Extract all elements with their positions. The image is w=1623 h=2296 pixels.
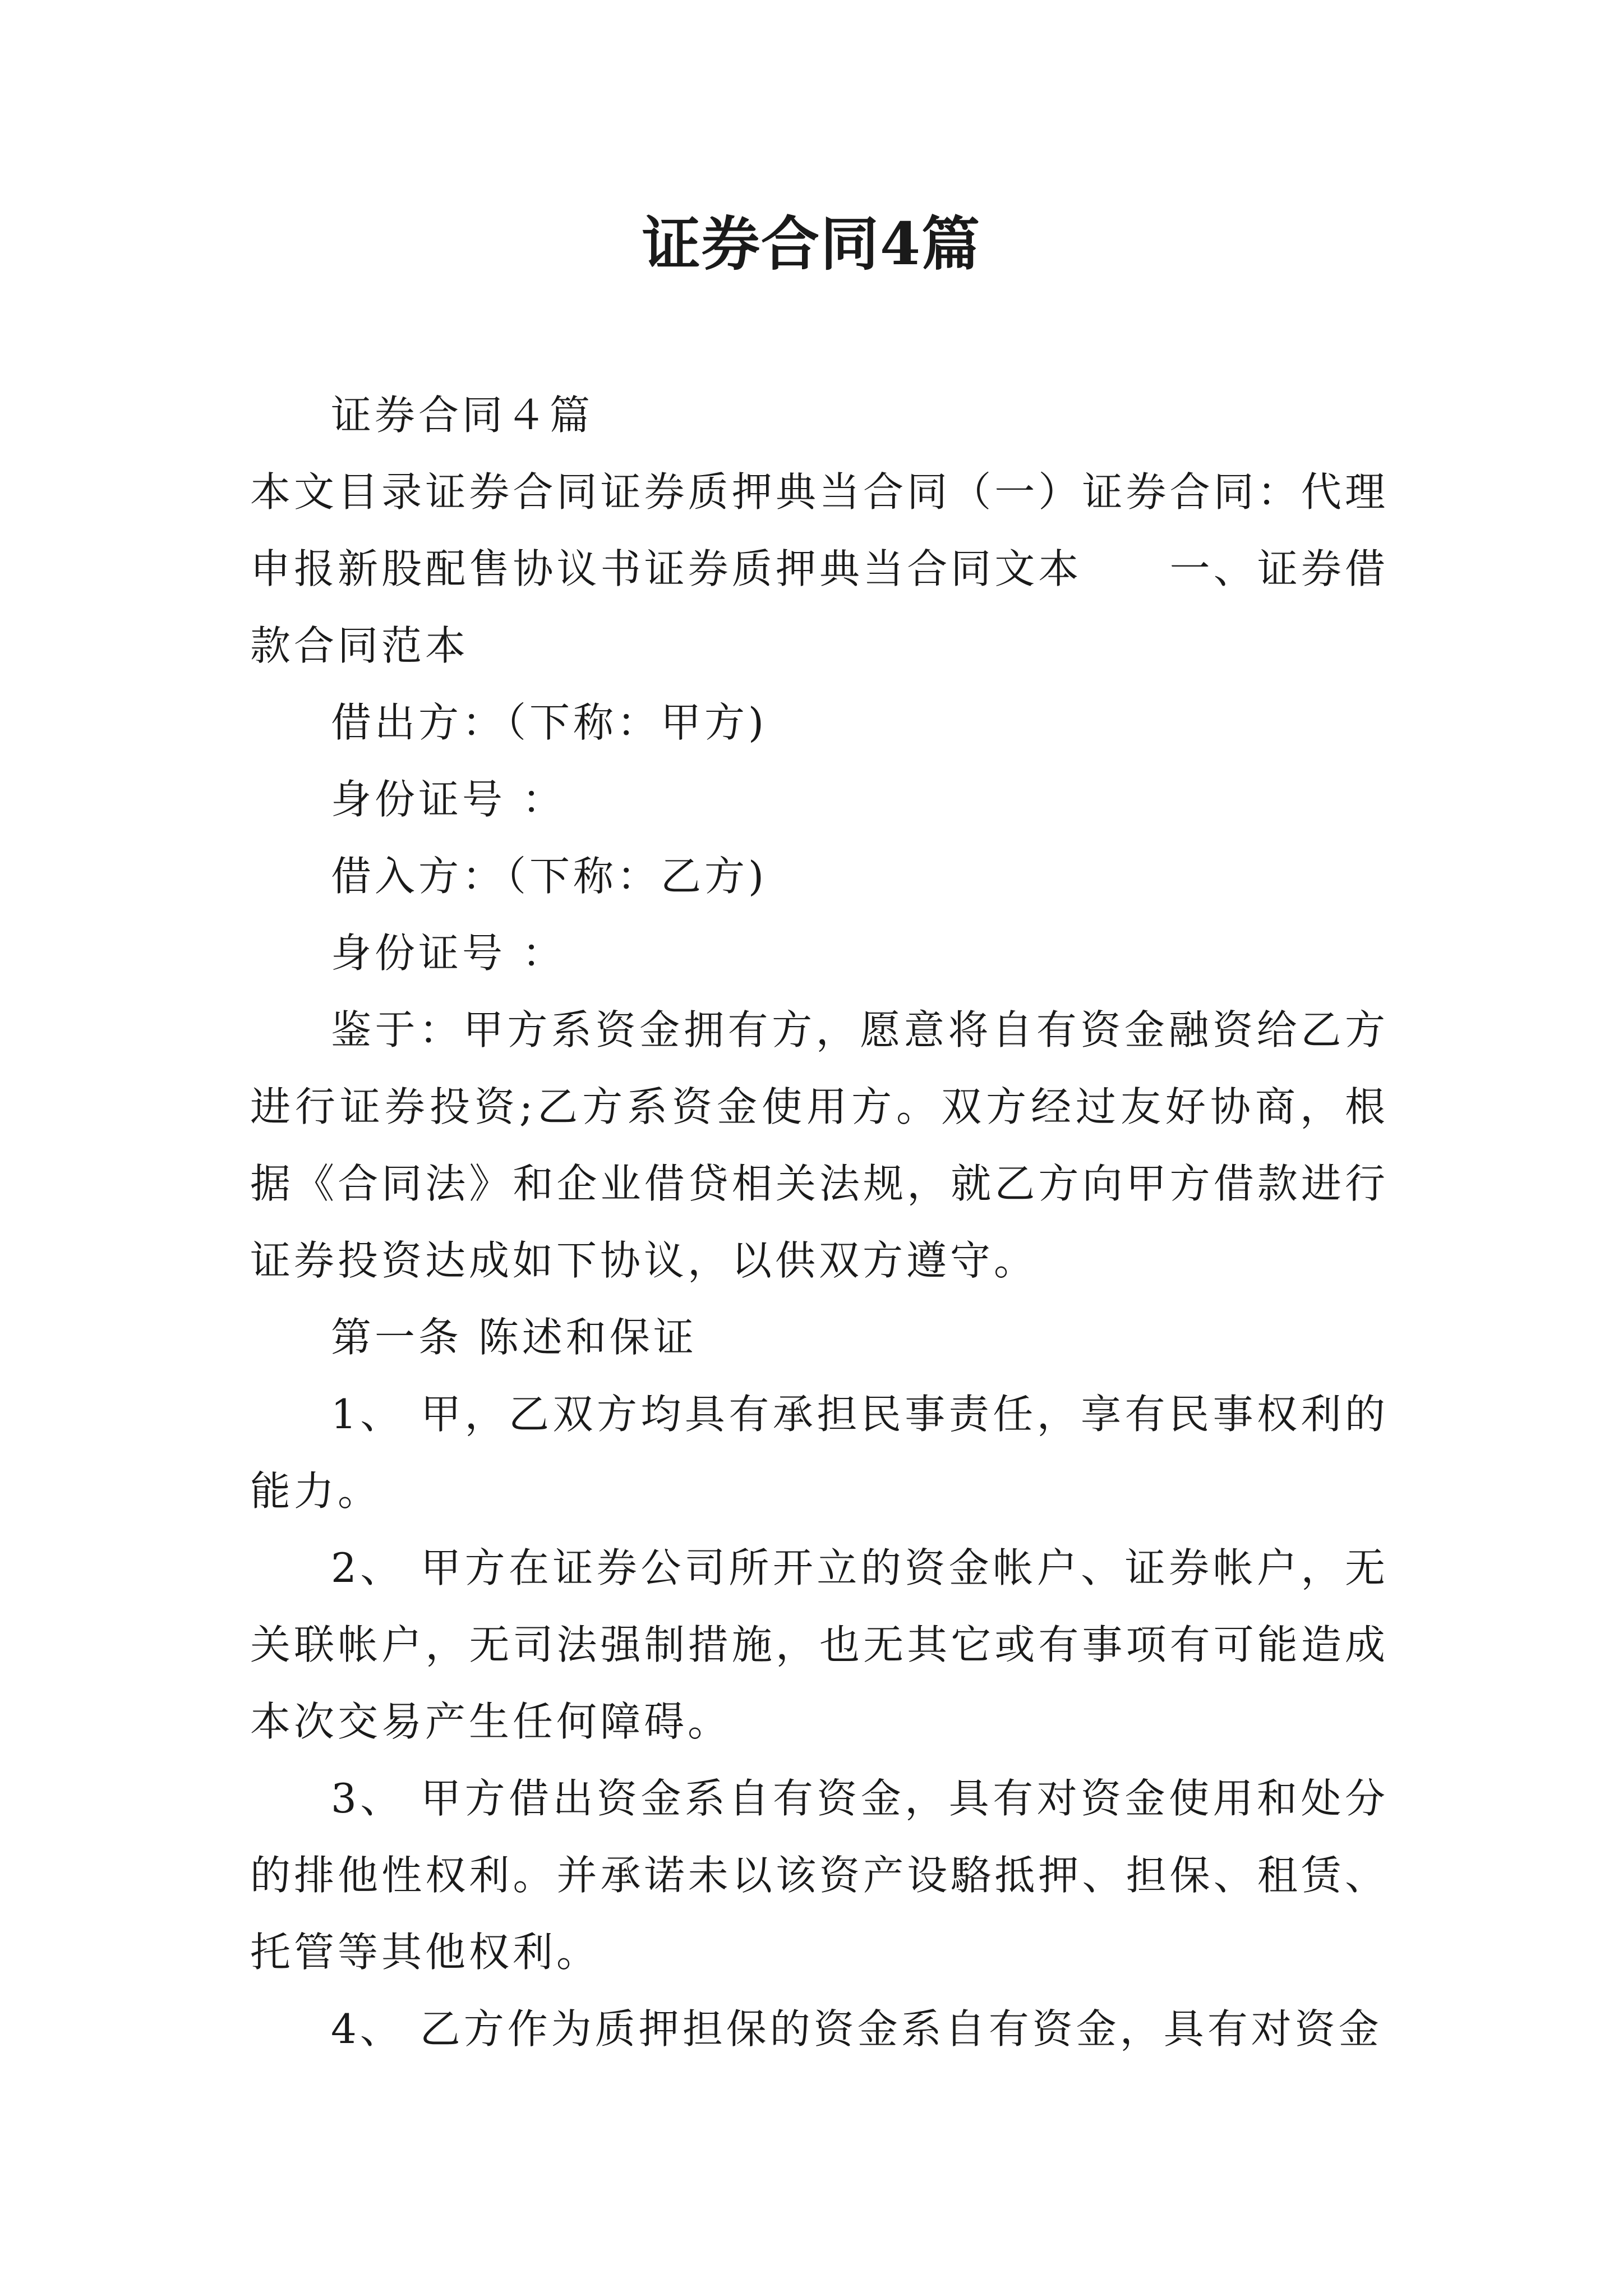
paragraph: 1、 甲，乙双方均具有承担民事责任，享有民事权利的能力。 (250, 1391, 1389, 1515)
paragraph: 3、 甲方借出资金系自有资金，具有对资金使用和处分的排他性权利。并承诺未以该资产设駱抵押、担保、租赁、托管等其他权利。 (250, 1775, 1389, 1976)
section-heading: 第一条 陈述和保证 (331, 1314, 697, 1361)
paragraph: 身份证号 ： (331, 776, 566, 823)
paragraph: 借出方：（下称：甲方) (331, 699, 768, 746)
paragraph: 本文目录证券合同证券质押典当合同（一）证券合同：代理申报新股配售协议书证券质押典当合同文本 一、证券借款合同范本 (250, 468, 1389, 669)
document-body (250, 377, 1389, 2068)
paragraph: 借入方：（下称：乙方) (331, 853, 768, 900)
paragraph: 证券合同４篇 (331, 392, 594, 439)
paragraph: 4、 乙方作为质押担保的资金系自有资金，具有对资金 (331, 2005, 1382, 2053)
paragraph: 2、 甲方在证券公司所开立的资金帐户、证券帐户，无关联帐户，无司法强制措施，也无其它或有事项有可能造成本次交易产生任何障碍。 (250, 1544, 1389, 1745)
paragraph: 鉴于：甲方系资金拥有方，愿意将自有资金融资给乙方进行证券投资;乙方系资金使用方。双方经过友好协商，根据《合同法》和企业借贷相关法规，就乙方向甲方借款进行证券投资达成如下协议，以供双方遵守。 (250, 1006, 1389, 1284)
paragraph: 身份证号 ： (331, 930, 566, 977)
document-title: 证券合同4篇 (642, 209, 981, 278)
